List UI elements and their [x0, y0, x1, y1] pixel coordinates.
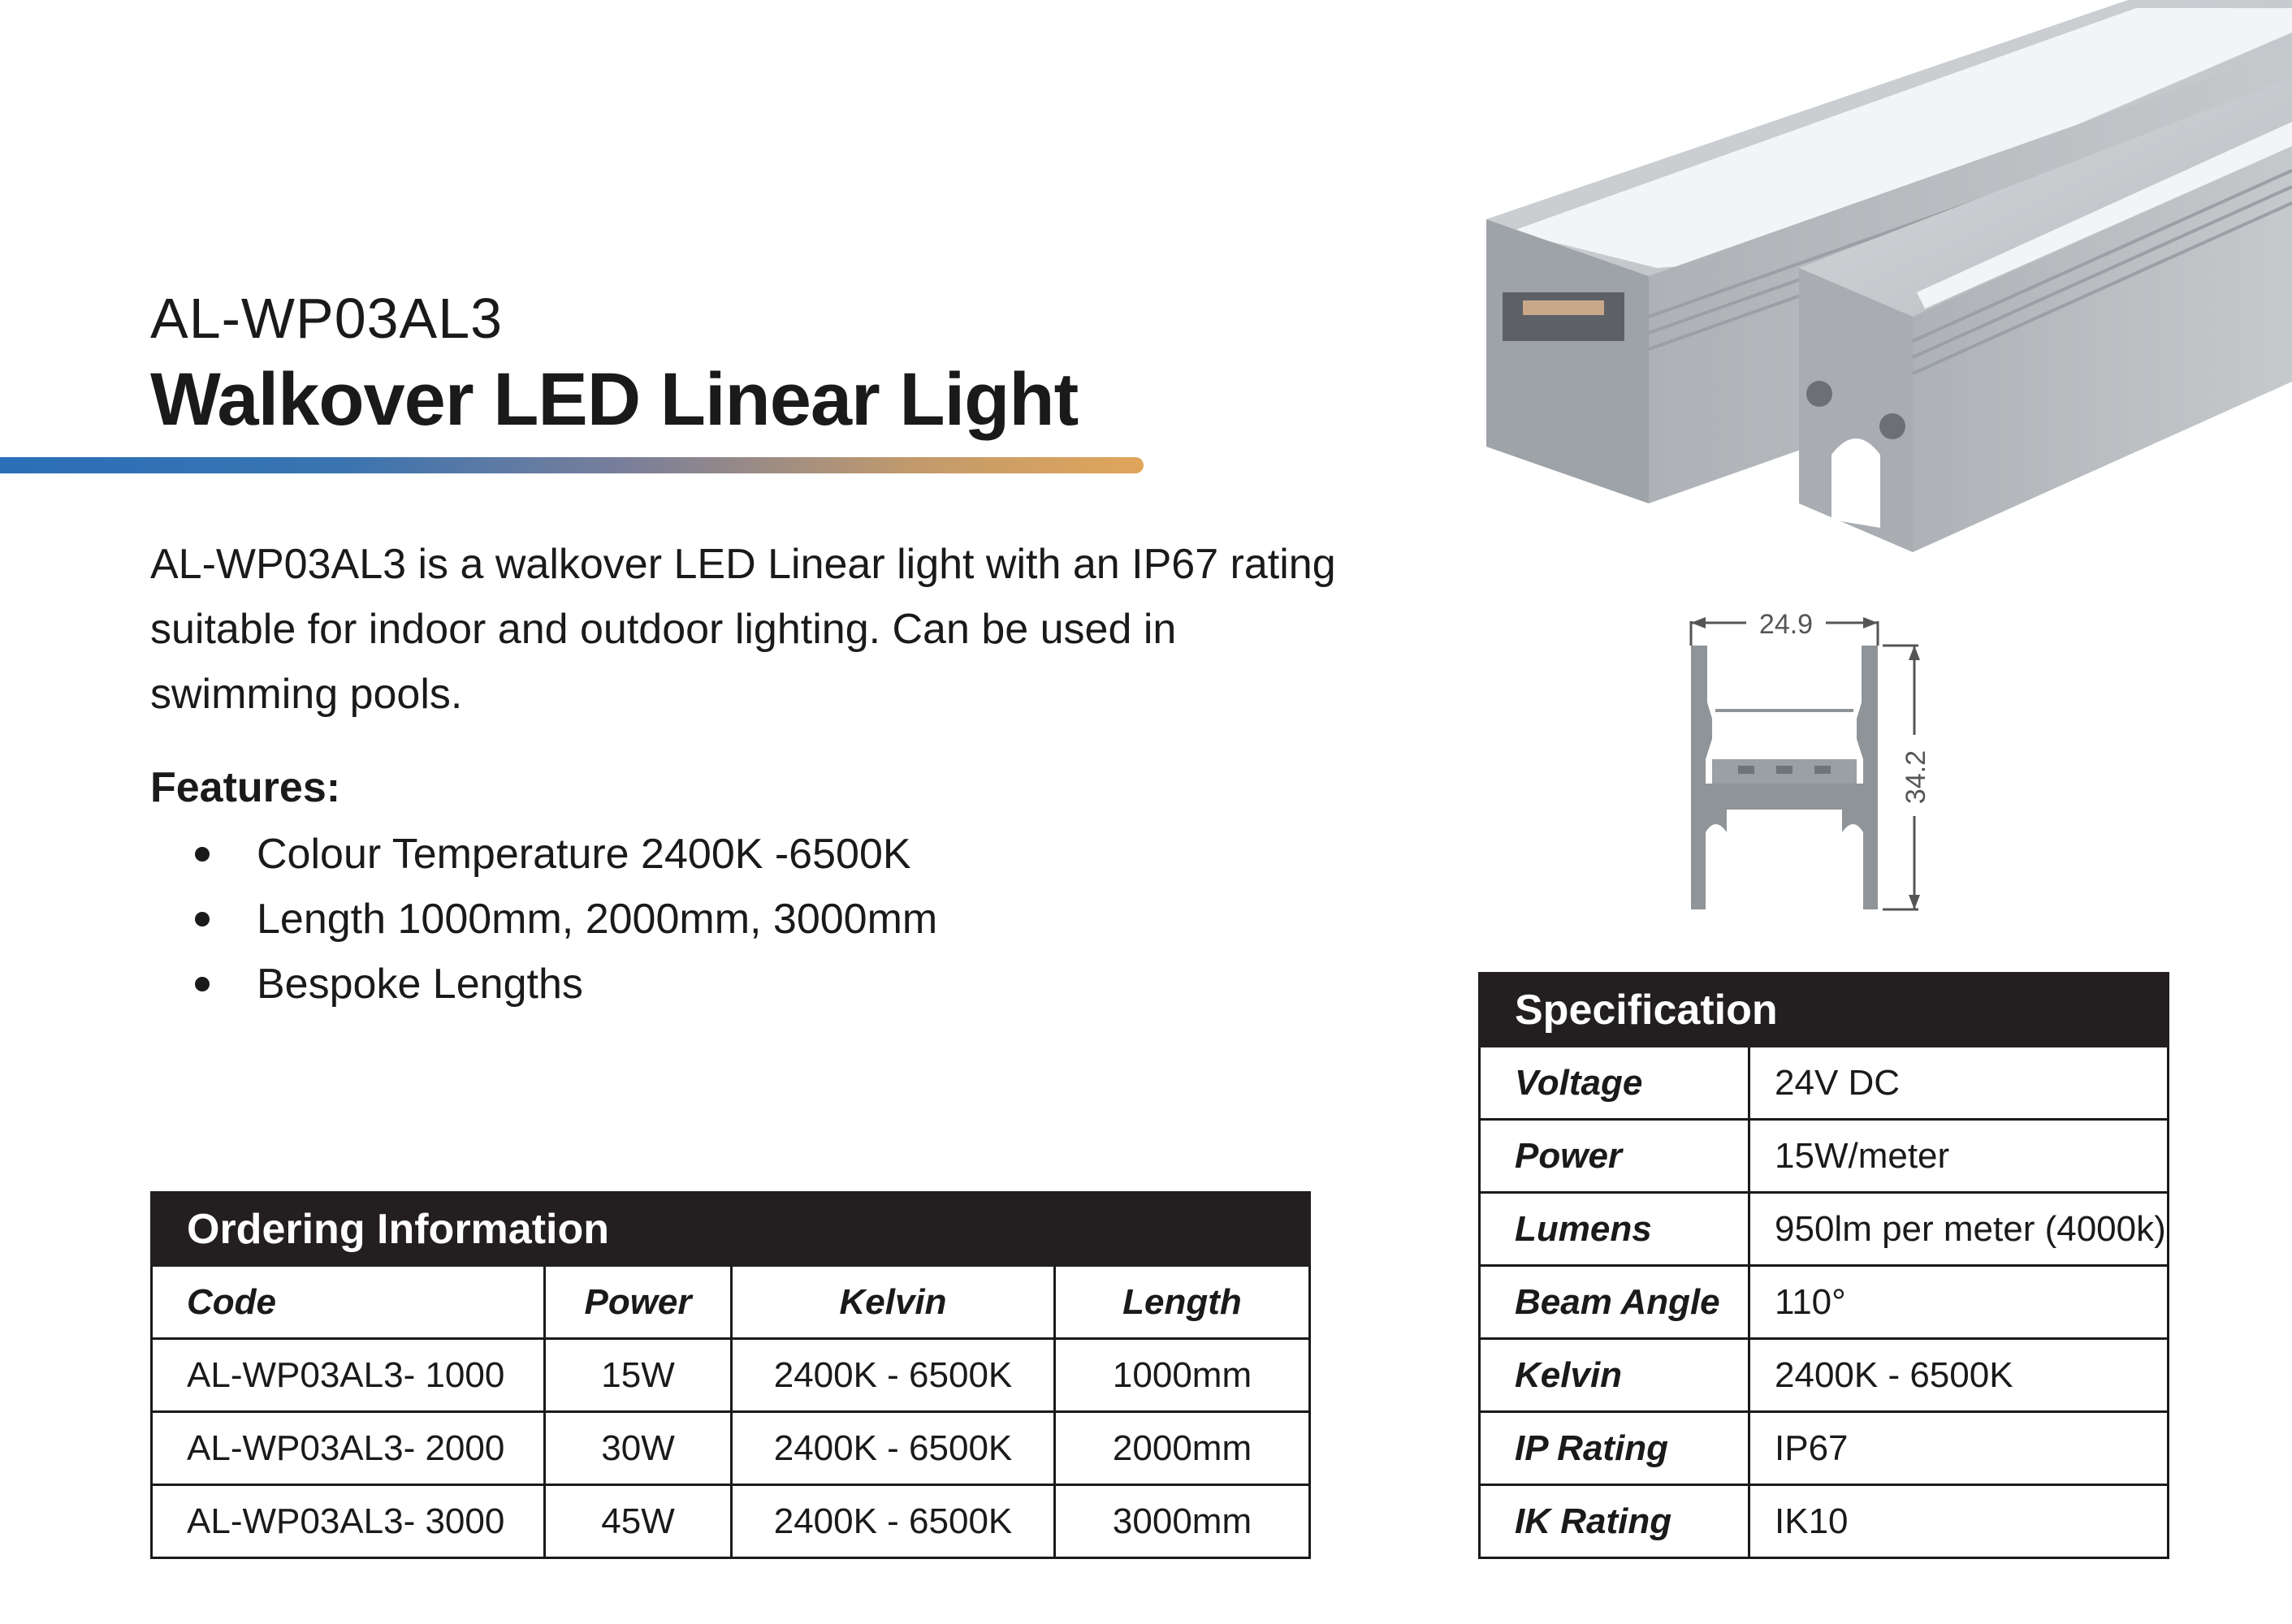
table-row: AL-WP03AL3- 3000 45W 2400K - 6500K 3000mm	[152, 1485, 1310, 1558]
table-row: Beam Angle 110°	[1480, 1266, 2169, 1339]
ordering-title: Ordering Information	[152, 1193, 1310, 1266]
bullet-icon	[195, 912, 210, 926]
column-header: Kelvin	[732, 1266, 1055, 1339]
title-underline	[0, 457, 1144, 473]
bullet-icon	[195, 977, 210, 991]
table-row: AL-WP03AL3- 1000 15W 2400K - 6500K 1000mm	[152, 1339, 1310, 1412]
column-header: Code	[152, 1266, 545, 1339]
height-dimension: 34.2	[1901, 749, 1931, 805]
specification-title: Specification	[1480, 974, 2169, 1047]
product-description: AL-WP03AL3 is a walkover LED Linear light with an IP67 rating suitable for indoor and outdoor lighting. Can be used in swimming pools.	[150, 541, 1336, 718]
feature-item: Colour Temperature 2400K -6500K	[195, 822, 937, 887]
features-list	[195, 822, 937, 1017]
column-header: Power	[545, 1266, 732, 1339]
profile-drawing	[1673, 597, 1933, 922]
features-heading: Features:	[150, 764, 341, 811]
table-row: Voltage 24V DC	[1480, 1047, 2169, 1120]
table-row: Kelvin 2400K - 6500K	[1480, 1339, 2169, 1412]
ordering-table	[150, 1191, 1311, 1559]
page-title: Walkover LED Linear Light	[150, 358, 1079, 441]
table-row: IK Rating IK10	[1480, 1485, 2169, 1558]
table-row: AL-WP03AL3- 2000 30W 2400K - 6500K 2000mm	[152, 1412, 1310, 1485]
table-header-row	[152, 1266, 1310, 1339]
product-model: AL-WP03AL3	[150, 287, 504, 350]
width-dimension: 24.9	[1758, 609, 1814, 640]
table-row: Lumens 950lm per meter (4000k)	[1480, 1193, 2169, 1266]
table-row: IP Rating IP67	[1480, 1412, 2169, 1485]
column-header: Length	[1055, 1266, 1310, 1339]
feature-item: Bespoke Lengths	[195, 952, 937, 1017]
table-row: Power 15W/meter	[1480, 1120, 2169, 1193]
product-image	[1462, 0, 2292, 560]
bullet-icon	[195, 847, 210, 862]
specification-table	[1478, 972, 2169, 1559]
feature-item: Length 1000mm, 2000mm, 3000mm	[195, 887, 937, 952]
